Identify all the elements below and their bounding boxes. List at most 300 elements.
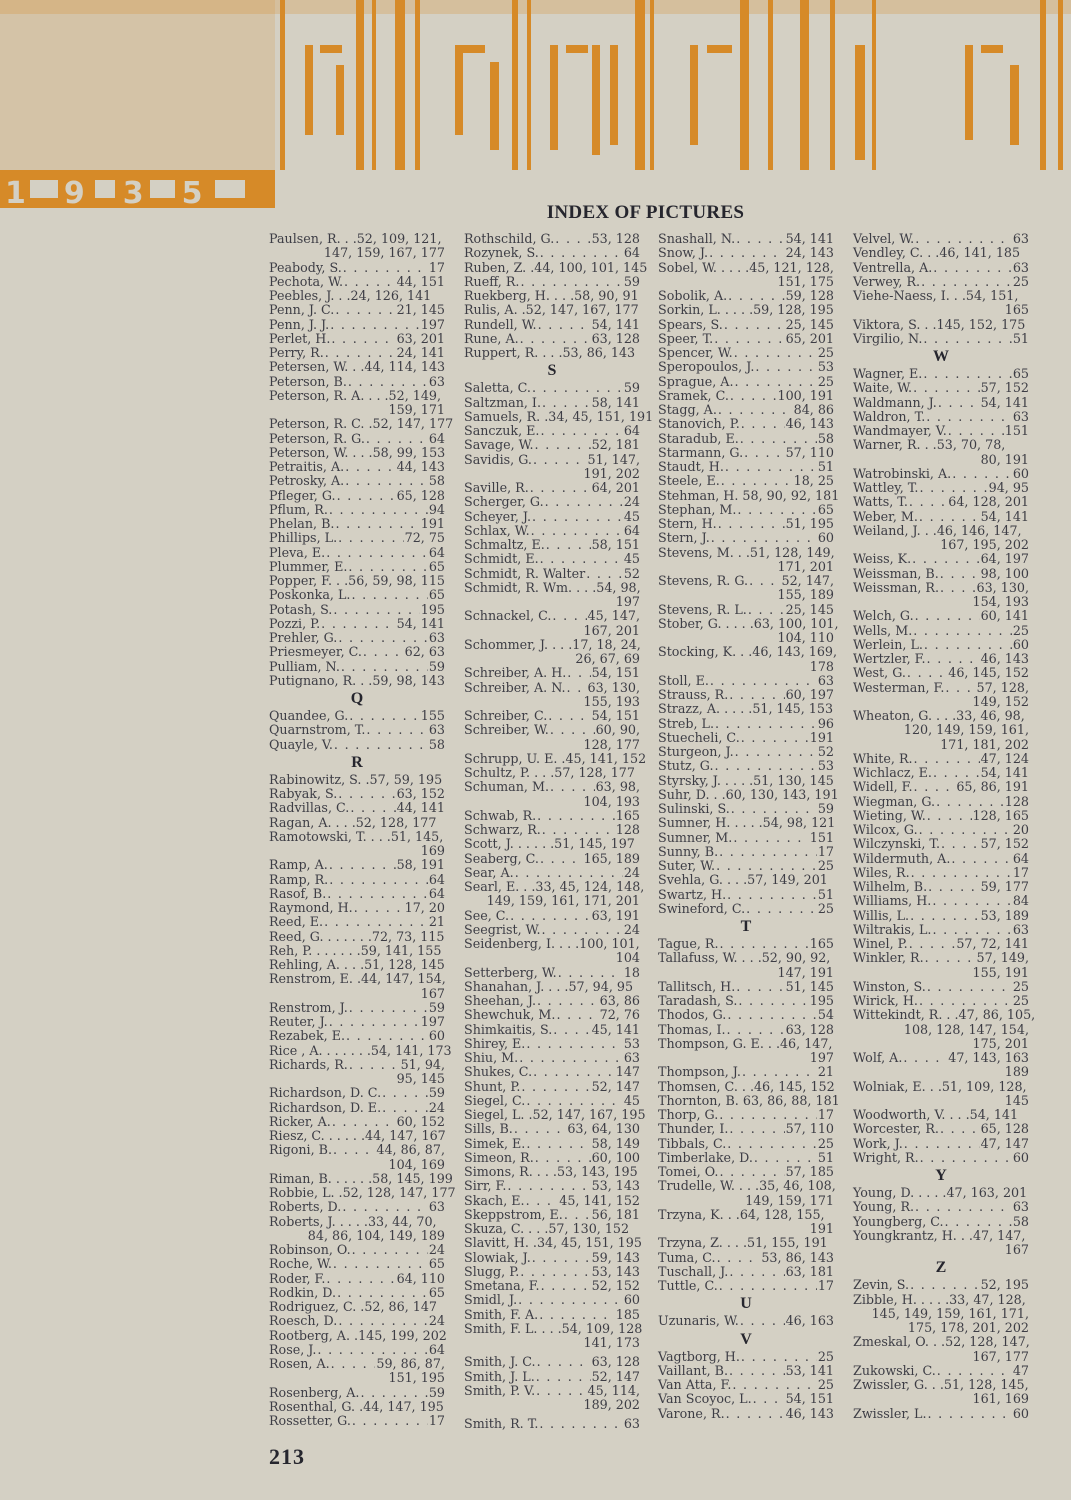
index-entry <box>464 1080 640 1094</box>
section-letter: Z <box>935 1259 947 1277</box>
leader-dots <box>348 560 427 574</box>
leader-dots <box>921 275 1012 289</box>
leader-dots <box>510 909 591 923</box>
entry-name: Timberlake, D. <box>658 1149 753 1165</box>
entry-name: Quayle, V. <box>269 736 333 752</box>
index-entry <box>269 816 445 830</box>
entry-name: Varone, R. <box>658 1405 725 1421</box>
leader-dots <box>548 709 590 723</box>
entry-pages: 65, 86, 191 <box>956 779 1029 795</box>
index-entry <box>269 1129 445 1143</box>
entry-name: Thompson, G. E. . .46, 147, <box>658 1035 833 1051</box>
index-entry <box>853 524 1029 538</box>
entry-name: Perry, R. <box>269 345 324 360</box>
index-entry <box>269 915 445 929</box>
entry-pages: 63 <box>1012 231 1029 246</box>
entry-name: Shunt, P. <box>464 1078 521 1094</box>
index-entry-continuation: 175, 178, 201, 202 <box>907 1320 1029 1335</box>
index-entry <box>658 303 834 317</box>
entry-pages: 25, 145 <box>785 601 834 617</box>
leader-dots <box>937 1364 1012 1378</box>
leader-dots <box>719 1279 817 1293</box>
index-entry-continuation: 191 <box>809 1221 834 1236</box>
index-entry <box>269 1314 445 1328</box>
index-entry <box>853 261 1029 275</box>
leader-dots <box>349 1058 400 1072</box>
entry-name: Styrsky, J. . . . .51, 130, 145 <box>658 772 834 788</box>
index-entry <box>853 552 1029 566</box>
entry-name: Pulliam, N. <box>269 658 340 674</box>
entry-name: Shimkaitis, S. <box>464 1021 553 1037</box>
leader-dots <box>337 1286 428 1300</box>
entry-pages: 24 <box>623 921 640 937</box>
index-entry <box>853 510 1029 524</box>
index-entry <box>464 823 640 837</box>
entry-name: Richards, R. <box>269 1056 348 1072</box>
index-entry <box>269 1257 445 1271</box>
entry-pages: 54, 151 <box>785 1391 834 1407</box>
entry-pages: 59 <box>428 999 445 1015</box>
index-entry <box>269 489 445 503</box>
index-entry <box>269 901 445 915</box>
index-entry-continuation: 141, 173 <box>583 1335 640 1350</box>
entry-name: Trudelle, W. . . .35, 46, 108, <box>658 1178 836 1194</box>
entry-name: Schuman, M. <box>464 779 549 795</box>
entry-name: Staradub, E. <box>658 430 739 446</box>
index-entry-continuation: 145, 149, 159, 161, 171, <box>871 1305 1029 1321</box>
index-entry <box>464 1370 640 1384</box>
entry-pages: 64, 128, 201 <box>948 494 1029 510</box>
index-entry <box>464 750 647 766</box>
entry-name: Scherger, G. <box>464 494 544 510</box>
leader-dots <box>728 289 784 303</box>
index-entry-continuation: 155, 193 <box>583 693 640 709</box>
index-entry-continuation: 128, 177 <box>583 736 640 752</box>
entry-pages: 94 <box>428 501 445 517</box>
leader-dots <box>567 681 587 695</box>
index-entry <box>464 524 640 538</box>
leader-dots <box>537 809 615 823</box>
index-entry <box>658 246 834 260</box>
entry-pages: 46, 145, 152 <box>948 665 1029 681</box>
entry-name: Rossetter, G. <box>269 1413 351 1428</box>
entry-name: Scott, J. . . . . .51, 145, 197 <box>464 836 635 852</box>
entry-name: Richardson, D. E. <box>269 1099 382 1115</box>
leader-dots <box>715 759 817 773</box>
index-entry <box>464 1251 640 1265</box>
entry-name: Rosenthal, G. .44, 147, 195 <box>269 1398 444 1414</box>
leader-dots <box>342 1200 428 1214</box>
entry-pages: 60, 141 <box>980 608 1029 624</box>
leader-dots <box>332 1115 396 1129</box>
entry-name: Stanovich, P. <box>658 416 740 432</box>
entry-name: Zevin, S. <box>853 1277 910 1293</box>
section-letter: U <box>740 1295 752 1313</box>
entry-pages: 21 <box>428 914 445 930</box>
index-entry <box>853 951 1029 965</box>
entry-pages: 64, 110 <box>396 1270 445 1286</box>
entry-pages: 65 <box>1012 366 1029 381</box>
index-entry <box>853 937 1029 951</box>
leader-dots <box>550 780 595 794</box>
index-entry <box>464 1355 640 1369</box>
leader-dots <box>952 467 1012 481</box>
entry-pages: 60 <box>1012 465 1029 481</box>
entry-pages: 197 <box>420 316 445 332</box>
entry-pages: 24 <box>623 864 640 880</box>
entry-pages: 52, 181 <box>591 437 640 453</box>
entry-name: Quandee, G. <box>269 708 349 723</box>
entry-pages: 20 <box>1012 822 1029 837</box>
entry-name: Smith, F. A. <box>464 1306 539 1322</box>
entry-pages: 191 <box>420 516 445 531</box>
entry-name: Schwarz, R. <box>464 822 541 837</box>
index-entry <box>658 859 834 873</box>
entry-pages: 147 <box>615 1064 640 1080</box>
entry-name: Potash, S. <box>269 601 333 617</box>
entry-pages: 25 <box>817 373 834 389</box>
leader-dots <box>744 446 784 460</box>
entry-name: Thompson, J. <box>658 1064 741 1080</box>
entry-pages: 60, 100 <box>591 1149 640 1165</box>
index-entry <box>464 1008 640 1022</box>
entry-pages: 63, 128 <box>785 1021 834 1037</box>
leader-dots <box>727 1023 785 1037</box>
entry-name: Sear, A. <box>464 864 514 880</box>
leader-dots <box>730 389 777 403</box>
leader-dots <box>913 381 979 395</box>
entry-name: Penn, J. C. <box>269 302 335 318</box>
entry-name: Schwab, R. <box>464 807 537 823</box>
index-entry <box>269 1086 445 1100</box>
entry-name: Van Scoyoc, L. <box>658 1391 752 1407</box>
entry-name: Thunder, I. <box>658 1121 729 1137</box>
index-entry <box>658 717 834 731</box>
index-entry <box>464 453 640 467</box>
entry-name: Wagner, E. <box>853 366 923 381</box>
leader-dots <box>719 1108 817 1122</box>
leader-dots <box>717 1251 761 1265</box>
index-entry <box>269 531 445 545</box>
entry-pages: 51 <box>817 886 834 902</box>
entry-pages: 59, 86, 87, <box>376 1356 445 1371</box>
entry-name: Suter, W. <box>658 858 716 873</box>
index-entry <box>853 495 1029 509</box>
entry-pages: 58 <box>817 430 834 446</box>
entry-name: Stern, H. <box>658 516 717 531</box>
index-entry <box>658 1208 834 1222</box>
entry-pages: 59, 177 <box>980 879 1029 894</box>
index-entry <box>464 966 640 980</box>
leader-dots <box>530 481 591 495</box>
entry-name: Stevens, R. L. <box>658 601 747 617</box>
entry-name: Sanczuk, E. <box>464 423 540 438</box>
leader-dots <box>352 1243 428 1257</box>
index-entry <box>464 1165 640 1179</box>
entry-name: Tuttle, C. <box>658 1278 718 1293</box>
index-entry <box>464 1279 640 1293</box>
entry-name: Tuma, C. <box>658 1249 716 1265</box>
index-entry <box>853 866 1029 880</box>
entry-name: Skach, E. <box>464 1192 525 1208</box>
leader-dots <box>914 752 980 766</box>
index-entry <box>464 909 640 923</box>
entry-pages: 57, 152 <box>980 380 1029 396</box>
entry-name: Schrupp, U. E. .45, 141, 152 <box>464 750 647 766</box>
leader-dots <box>538 318 591 332</box>
entry-name: Schreiber, A. N. <box>464 679 566 695</box>
entry-name: Tallafuss, W. . . .52, 90, 92, <box>658 950 831 966</box>
index-entry <box>464 638 640 652</box>
entry-name: Roesch, D. <box>269 1313 338 1329</box>
leader-dots <box>532 510 623 524</box>
entry-name: Rosen, A. <box>269 1356 330 1371</box>
index-entry <box>853 1051 1029 1065</box>
entry-name: Wiltrakis, L. <box>853 921 932 937</box>
entry-pages: 195 <box>420 601 445 617</box>
index-entry <box>269 1272 445 1286</box>
index-entry <box>658 232 834 246</box>
entry-name: Schnackel, C. <box>464 608 552 624</box>
entry-pages: 64 <box>623 245 640 261</box>
index-entry-continuation: 149, 159, 161, 171, 201 <box>486 893 640 909</box>
leader-dots <box>729 688 784 702</box>
entry-pages: 17 <box>1012 864 1029 880</box>
entry-name: Weiss, K. <box>853 551 912 567</box>
leader-dots <box>913 624 1012 638</box>
index-entry <box>269 460 445 474</box>
leader-dots <box>326 1272 395 1286</box>
index-entry <box>269 232 445 246</box>
entry-pages: 65, 128 <box>396 487 445 503</box>
entry-name: Simeon, R. <box>464 1149 534 1165</box>
index-entry <box>853 1278 1029 1292</box>
entry-pages: 45, 114, <box>587 1382 640 1398</box>
index-entry <box>464 424 640 438</box>
index-entry-continuation: 178 <box>809 658 834 674</box>
entry-pages: 53, 128 <box>591 231 640 246</box>
leader-dots <box>325 346 396 360</box>
entry-name: Viktora, S. . .145, 152, 175 <box>853 316 1026 332</box>
index-entry <box>269 332 445 346</box>
index-entry <box>269 858 445 872</box>
index-entry <box>658 1364 834 1378</box>
index-entry-continuation: 155, 191 <box>972 964 1029 980</box>
index-entry-continuation: 171, 181, 202 <box>940 736 1029 752</box>
page-number: 213 <box>269 1444 305 1469</box>
index-entry <box>269 503 445 517</box>
entry-pages: 63, 201 <box>396 330 445 346</box>
leader-dots <box>541 1279 591 1293</box>
entry-name: Sirr, F. <box>464 1178 507 1194</box>
entry-pages: 54, 141 <box>980 394 1029 410</box>
entry-name: Snashall, N. <box>658 231 736 246</box>
leader-dots <box>951 852 1011 866</box>
entry-name: Skuza, C. . . .57, 130, 152 <box>464 1221 630 1236</box>
entry-pages: 25 <box>817 1348 834 1364</box>
entry-pages: 52 <box>623 565 640 581</box>
entry-name: Velvel, W. <box>853 231 915 246</box>
index-entry <box>658 1108 834 1122</box>
leader-dots <box>532 381 623 395</box>
entry-pages: 47, 124 <box>980 750 1029 766</box>
leader-dots <box>727 1137 817 1151</box>
entry-name: Slugg, P. <box>464 1263 520 1279</box>
index-entry <box>269 1143 445 1157</box>
index-entry-continuation: 161, 169 <box>972 1391 1029 1407</box>
index-entry-continuation: 167 <box>1004 1242 1029 1257</box>
leader-dots <box>919 510 980 524</box>
entry-pages: 63, 181 <box>785 1263 834 1279</box>
entry-pages: 58 <box>428 473 445 489</box>
leader-dots <box>333 1257 428 1271</box>
entry-name: Rasof, B. <box>269 885 327 901</box>
index-entry <box>658 360 834 374</box>
index-entry <box>658 403 834 417</box>
entry-name: Richardson, D. C. <box>269 1085 382 1101</box>
entry-pages: 54, 141 <box>980 508 1029 524</box>
index-entry <box>464 1265 640 1279</box>
entry-name: Rosenberg, A. <box>269 1384 360 1400</box>
entry-pages: 72, 76 <box>599 1007 640 1023</box>
leader-dots <box>344 275 396 289</box>
index-entry-continuation: 159, 171 <box>388 402 445 417</box>
index-entry-continuation: 167 <box>420 985 445 1001</box>
index-entry <box>464 994 640 1008</box>
entry-name: Weiland, J. . .46, 146, 147, <box>853 522 1022 538</box>
index-entry <box>658 417 834 431</box>
entry-pages: 24 <box>428 1099 445 1115</box>
entry-name: Winkler, R. <box>853 950 924 966</box>
entry-name: Samuels, R. .34, 45, 151, 191 <box>464 408 654 424</box>
entry-pages: 63 <box>1012 1199 1029 1215</box>
leader-dots <box>334 738 428 752</box>
index-entry-continuation: 95, 145 <box>396 1071 445 1086</box>
leader-dots <box>519 1051 623 1065</box>
leader-dots <box>550 723 595 737</box>
index-entry <box>269 887 445 901</box>
entry-name: Ventrella, A. <box>853 259 933 275</box>
index-entry <box>853 467 1029 481</box>
leader-dots <box>729 1122 784 1136</box>
entry-name: Trzyna, K. . .64, 128, 155, <box>658 1206 825 1222</box>
leader-dots <box>936 795 1004 809</box>
index-entry <box>853 980 1029 994</box>
entry-name: West, G. <box>853 665 906 681</box>
index-entry <box>853 609 1029 623</box>
entry-pages: 24, 141 <box>396 345 445 360</box>
index-entry <box>853 880 1029 894</box>
entry-name: Saville, R. <box>464 480 529 495</box>
entry-pages: 52, 195 <box>980 1277 1029 1293</box>
entry-pages: 17 <box>817 843 834 859</box>
entry-name: Rodriguez, C. .52, 86, 147 <box>269 1299 437 1314</box>
leader-dots <box>337 489 396 503</box>
entry-name: Wilcox, G. <box>853 822 918 837</box>
entry-pages: 63 <box>1012 408 1029 424</box>
leader-dots <box>914 780 956 794</box>
index-entry <box>853 438 1029 452</box>
leader-dots <box>326 546 428 560</box>
leader-dots <box>716 859 817 873</box>
index-entry <box>464 666 640 680</box>
entry-name: Peterson, R. A. . . .52, 149, <box>269 387 442 403</box>
entry-pages: 62, 63 <box>404 644 445 660</box>
entry-name: Wichlacz, E. <box>853 765 932 780</box>
index-entry <box>464 259 648 275</box>
index-entry <box>464 980 640 994</box>
entry-name: Schmidt, R. Wm. . . .54, 98, <box>464 579 641 595</box>
entry-pages: 25 <box>1012 273 1029 289</box>
index-entry <box>853 396 1029 410</box>
entry-name: Rueff, R. <box>464 273 520 289</box>
entry-name: Wertzler, F. <box>853 651 926 666</box>
entry-pages: 60, 152 <box>396 1113 445 1129</box>
entry-pages: 51, 195 <box>785 516 834 531</box>
entry-pages: 24 <box>428 1313 445 1329</box>
entry-name: Speropoulos, J. <box>658 359 755 375</box>
entry-pages: 58 <box>428 736 445 752</box>
leader-dots <box>345 474 428 488</box>
leader-dots <box>737 503 816 517</box>
leader-dots <box>331 1357 376 1371</box>
entry-name: Speer, T. <box>658 330 714 346</box>
leader-dots <box>558 966 623 980</box>
entry-name: Ruben, Z. .44, 100, 101, 145 <box>464 259 648 275</box>
entry-name: Peterson, B. <box>269 373 347 389</box>
index-entry <box>658 1122 834 1136</box>
index-entry <box>464 1417 640 1431</box>
entry-name: Quarnstrom, T. <box>269 722 366 738</box>
entry-pages: 165, 189 <box>583 850 640 866</box>
leader-dots <box>741 417 785 431</box>
entry-name: Thodos, G. <box>658 1007 727 1023</box>
leader-dots <box>520 332 591 346</box>
leader-dots <box>729 1265 784 1279</box>
entry-pages: 63 <box>428 722 445 738</box>
index-entry <box>464 1023 640 1037</box>
index-entry <box>269 1414 445 1428</box>
entry-name: Savidis, G. <box>464 451 532 467</box>
leader-dots <box>736 980 784 994</box>
index-entry <box>269 972 445 986</box>
leader-dots <box>746 902 817 916</box>
leader-dots <box>382 1101 428 1115</box>
entry-pages: 47, 143, 163 <box>948 1050 1029 1065</box>
entry-name: Youngberg, C. <box>853 1213 944 1229</box>
leader-dots <box>912 552 979 566</box>
entry-name: Sills, B. <box>464 1121 513 1137</box>
entry-name: Radvillas, C. <box>269 800 350 816</box>
leader-dots <box>903 1051 947 1065</box>
entry-pages: 53, 143 <box>591 1263 640 1279</box>
leader-dots <box>324 915 428 929</box>
index-entry <box>658 1392 834 1406</box>
index-entry <box>464 1151 640 1165</box>
entry-name: Sobel, W. . . . .45, 121, 128, <box>658 259 834 275</box>
entry-pages: 65 <box>817 501 834 517</box>
leader-dots <box>932 894 1012 908</box>
entry-pages: 185 <box>615 1306 640 1322</box>
entry-name: Skeppstrom, E. <box>464 1206 563 1222</box>
entry-pages: 63 <box>428 630 445 645</box>
index-entry <box>658 261 834 275</box>
leader-dots <box>556 1008 598 1022</box>
entry-name: Snow, J. <box>658 245 709 261</box>
leader-dots <box>910 909 979 923</box>
index-entry <box>853 567 1029 581</box>
leader-dots <box>335 517 419 531</box>
